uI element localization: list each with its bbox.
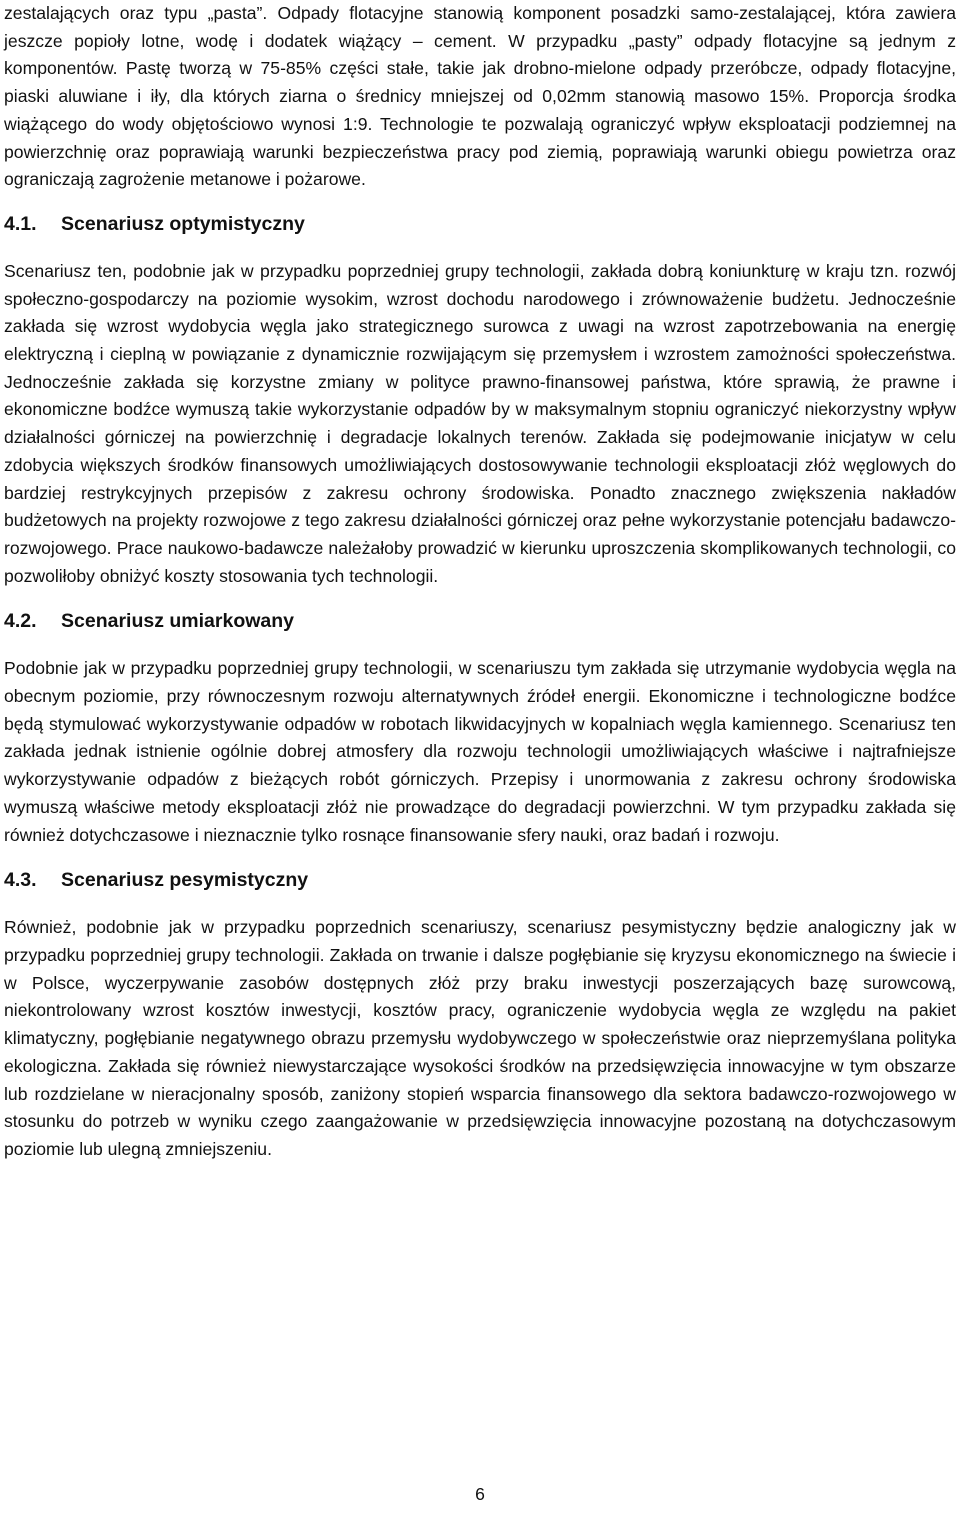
paragraph-pessimistic: Również, podobnie jak w przypadku poprzednich scenariuszy, scenariusz pesymistyczny będzie analogiczny jak w przypadku poprzedniej grupy technologii. Zakłada on trwanie i dalsze pogłębianie się kryzysu ekonomicznego na świecie i w Polsce, wyczerpywanie zasobów dostępnych złóż przy braku inwestycji poszerzających bazę surowcową, niekontrolowany wzrost kosztów inwestycji, kosztów pracy, ograniczenie wydobycia węgla ze względu na pakiet klimatyczny, pogłębianie negatywnego obrazu przemysłu wydobywczego w społeczeństwie oraz nieprzemyślana polityka ekologiczna. Zakłada się również niewystarczające wysokości środków na przedsięwzięcia innowacyjne w tym obszarze lub rozdzielane w nieracjonalny sposób, zaniżony stopień wsparcia finansowego dla sektora badawczo-rozwojowego w stosunku do potrzeb w wyniku czego zaangażowanie w przedsięwzięcia innowacyjne pozostaną na dotychczasowym poziomie lub ulegną zmniejszeniu. [4, 917, 956, 1159]
page-number: 6 [475, 1484, 485, 1504]
section-title: Scenariusz umiarkowany [61, 610, 295, 633]
paragraph-optimistic: Scenariusz ten, podobnie jak w przypadku poprzedniej grupy technologii, zakłada dobrą koniunkturę w kraju tzn. rozwój społeczno-gospodarczy na poziomie wysokim, wzrost dochodu narodowego i zrównoważenie budżetu. Jednocześnie zakłada się wzrost wydobycia węgla jako strategicznego surowca z uwagi na wzrost zapotrzebowania na energię elektryczną i cieplną w powiązanie z dynamicznie rozwijającym się przemysłem i wzrostem zamożności społeczeństwa. Jednocześnie zakłada się korzystne zmiany w polityce prawno-finansowej państwa, które sprawią, że prawne i ekonomiczne bodźce wymuszą takie wykorzystanie odpadów by w maksymalnym stopniu ograniczyć niekorzystny wpływ działalności górniczej na powierzchnię i degradacje lokalnych terenów. Zakłada się podejmowanie inicjatyw w celu zdobycia większych środków finansowych umożliwiających dostosowywanie technologii eksploatacji złóż węglowych do bardziej restrykcyjnych przepisów z zakresu ochrony środowiska. Ponadto znacznego zwiększenia nakładów budżetowych na projekty rozwojowe z tego zakresu działalności górniczej oraz pełne wykorzystanie potencjału badawczo-rozwojowego. Prace naukowo-badawcze należałoby prowadzić w kierunku uproszczenia skomplikowanych technologii, co pozwoliłoby obniżyć koszty stosowania tych technologii. [4, 260, 956, 586]
section-number: 4.1. [4, 212, 37, 235]
section-number: 4.3. [4, 869, 37, 892]
paragraph-moderate: Podobnie jak w przypadku poprzedniej grupy technologii, w scenariuszu tym zakłada się utrzymanie wydobycia węgla na obecnym poziomie, przy równoczesnym rozwoju alternatywnych źródeł energii. Ekonomiczne i technologiczne bodźce będą stymulować wykorzystywanie odpadów w robotach likwidacyjnych w kopalniach węgla kamiennego. Scenariusz ten zakłada jednak istnienie ogólnie dobrej atmosfery dla rozwoju technologii umożliwiających właściwe i najtrafniejsze wykorzystywanie odpadów z bieżących robót górniczych. Przepisy i unormowania z zakresu ochrony środowiska wymuszą właściwe metody eksploatacji złóż nie prowadzące do degradacji powierzchni. W tym przypadku zakłada się również dotychczasowe i nieznacznie tylko rosnące finansowanie sfery nauki, oraz badań i rozwoju. [4, 658, 956, 845]
paragraph-intro: zestalających oraz typu „pasta”. Odpady flotacyjne stanowią komponent posadzki samo-zestalającej, która zawiera jeszcze popioły lotne, wodę i dodatek wiążący – cement. W przypadku „pasty” odpady flotacyjne są jednym z komponentów. Pastę tworzą w 75-85% części stałe, takie jak drobno-mielone odpady przeróbcze, odpady flotacyjne, piaski aluwiane i iły, dla których ziarna o średnicy mniejszej od 0,02mm stanowią masowo 15%. Proporcja środka wiążącego do wody objętościowo wynosi 1:9. Technologie te pozwalają ograniczyć wpływ eksploatacji podziemnej na powierzchnię oraz poprawiają warunki bezpieczeństwa pracy pod ziemią, poprawiają warunki obiegu powietrza oraz ograniczają zagrożenie metanowe i pożarowe. [4, 3, 956, 190]
section-heading-optimistic [4, 211, 956, 238]
section-number: 4.2. [4, 610, 37, 633]
section-heading-pessimistic [4, 867, 956, 894]
section-heading-moderate [4, 608, 956, 635]
document-page [4, 0, 956, 1164]
section-title: Scenariusz optymistyczny [61, 212, 305, 235]
section-title: Scenariusz pesymistyczny [61, 869, 309, 892]
